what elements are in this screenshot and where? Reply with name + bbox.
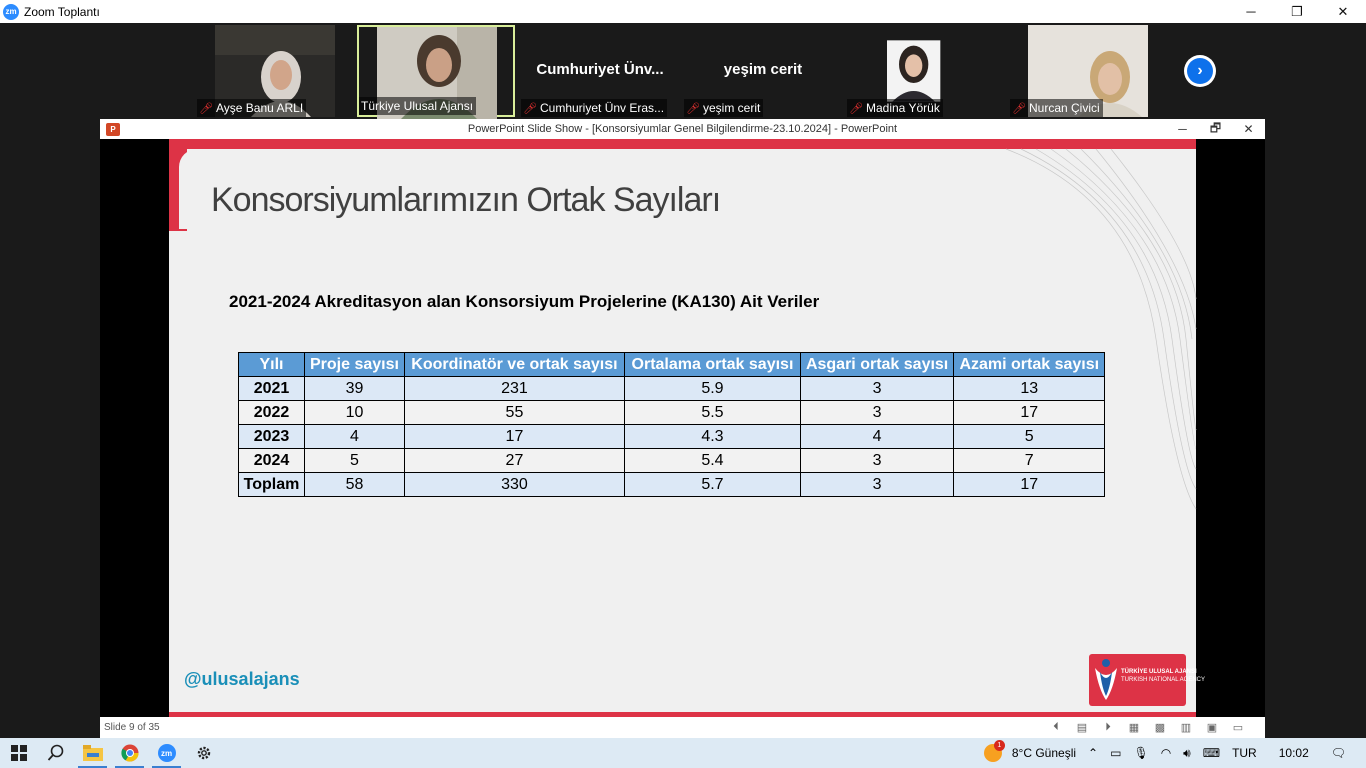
mic-muted-icon: 🎤︎ — [523, 102, 537, 115]
table-cell: 55 — [404, 401, 624, 425]
participant-name: Cumhuriyet Ünv Eras... — [540, 101, 665, 115]
weather-icon[interactable] — [984, 744, 1002, 762]
minimize-button[interactable]: ─ — [1246, 4, 1256, 19]
table-cell: 17 — [954, 473, 1105, 497]
table-cell: 3 — [800, 449, 953, 473]
participant-tile[interactable] — [1010, 25, 1168, 117]
table-row — [239, 401, 1105, 425]
table-cell: 330 — [404, 473, 624, 497]
participant-tile[interactable] — [197, 25, 355, 117]
participant-name: Ayşe Banu ARLI — [216, 101, 304, 115]
table-cell: 3 — [800, 401, 953, 425]
column-header: Yılı — [239, 353, 305, 377]
table-row — [239, 449, 1105, 473]
column-header: Asgari ortak sayısı — [800, 353, 953, 377]
chevron-up-icon[interactable]: ⌃ — [1088, 746, 1099, 760]
participant-tile[interactable] — [847, 25, 1005, 117]
chrome-icon[interactable] — [111, 738, 148, 768]
clock[interactable]: 10:02 — [1278, 746, 1309, 760]
battery-icon[interactable]: ▭ — [1110, 746, 1122, 760]
keyboard-icon[interactable]: ⌨ — [1202, 746, 1221, 760]
powerpoint-titlebar — [100, 119, 1265, 139]
agency-logo — [1089, 654, 1206, 706]
slideshow-view-icon[interactable]: ▣ — [1206, 722, 1218, 734]
powerpoint-statusbar — [100, 717, 1265, 738]
slide[interactable] — [169, 139, 1206, 717]
presenter-view-icon[interactable]: ▭ — [1232, 722, 1244, 734]
table-cell: 2023 — [239, 425, 305, 449]
participant-name: yeşim cerit — [703, 101, 761, 115]
file-explorer-icon[interactable] — [74, 738, 111, 768]
table-cell: 39 — [305, 377, 405, 401]
table-cell: 3 — [800, 377, 953, 401]
search-icon[interactable] — [37, 738, 74, 768]
ppt-minimize-button[interactable]: ─ — [1178, 122, 1187, 136]
powerpoint-window-title: PowerPoint Slide Show - [Konsorsiyumlar Genel Bilgilendirme-23.10.2024] - PowerPoint — [467, 123, 898, 135]
table-cell: 13 — [954, 377, 1105, 401]
table-cell: 10 — [305, 401, 405, 425]
table-cell: 5.9 — [624, 377, 800, 401]
mic-muted-icon: 🎤︎ — [1012, 102, 1026, 115]
settings-gear-icon[interactable] — [185, 738, 222, 768]
normal-view-icon[interactable]: ▦ — [1128, 722, 1140, 734]
volume-icon[interactable]: 🔊︎ — [1183, 745, 1191, 760]
table-cell: Toplam — [239, 473, 305, 497]
zoom-taskbar-label: zm — [158, 744, 176, 762]
notification-icon[interactable]: 🗨︎ — [1330, 746, 1346, 760]
table-cell: 4 — [305, 425, 405, 449]
table-cell: 231 — [404, 377, 624, 401]
powerpoint-window — [100, 119, 1265, 738]
participant-tile[interactable] — [521, 25, 679, 117]
next-slide-icon[interactable]: ⏵ — [1105, 721, 1111, 733]
wifi-icon[interactable]: ◠ — [1160, 746, 1172, 760]
windows-start-icon[interactable] — [0, 738, 37, 768]
slide-title: Konsorsiyumlarımızın Ortak Sayıları — [211, 181, 721, 219]
window-title: Zoom Toplantı — [24, 4, 100, 19]
participant-tile-active-speaker[interactable] — [357, 25, 515, 117]
table-cell: 2024 — [239, 449, 305, 473]
social-handle: @ulusalajans — [184, 669, 300, 689]
logo-line-2: TURKISH NATIONAL AGENCY — [1121, 677, 1206, 683]
table-cell: 7 — [954, 449, 1105, 473]
table-cell: 58 — [305, 473, 405, 497]
weather-badge: 1 — [994, 740, 1005, 751]
notes-icon[interactable]: ▤ — [1076, 722, 1088, 734]
slide-sorter-icon[interactable]: ▩ — [1154, 722, 1166, 734]
mic-muted-icon: 🎤︎ — [199, 102, 213, 115]
table-cell: 5.7 — [624, 473, 800, 497]
zoom-titlebar — [0, 0, 1366, 23]
table-cell: 5 — [305, 449, 405, 473]
data-table — [238, 352, 1105, 497]
mic-muted-icon: 🎤︎ — [686, 102, 700, 115]
slide-counter: Slide 9 of 35 — [104, 722, 160, 733]
taskbar — [0, 738, 1366, 768]
zoom-taskbar-icon[interactable] — [148, 738, 185, 768]
powerpoint-icon: P — [106, 123, 120, 136]
column-header: Proje sayısı — [305, 353, 405, 377]
slide-subtitle: 2021-2024 Akreditasyon alan Konsorsiyum Projelerine (KA130) Ait Veriler — [229, 292, 820, 311]
table-row — [239, 425, 1105, 449]
participant-name: Madina Yörük — [866, 101, 940, 115]
participant-display-title: yeşim cerit — [723, 61, 803, 78]
reading-view-icon[interactable]: ▥ — [1180, 722, 1192, 734]
participant-tile[interactable] — [684, 25, 842, 117]
table-cell: 27 — [404, 449, 624, 473]
language-indicator[interactable]: TUR — [1232, 746, 1257, 760]
table-cell: 17 — [404, 425, 624, 449]
ppt-close-button[interactable]: ✕ — [1243, 122, 1254, 136]
table-header-row — [239, 353, 1105, 377]
participant-name: Türkiye Ulusal Ajansı — [361, 99, 474, 113]
ppt-restore-button[interactable]: 🗗 — [1209, 120, 1222, 135]
previous-slide-icon[interactable]: ⏴ — [1053, 721, 1059, 733]
mic-muted-icon: 🎤︎ — [849, 102, 863, 115]
participant-display-title: Cumhuriyet Ünv... — [536, 61, 664, 78]
table-cell: 5.4 — [624, 449, 800, 473]
table-cell: 3 — [800, 473, 953, 497]
participant-name: Nurcan Çivici — [1029, 101, 1100, 115]
system-tray — [984, 738, 1366, 768]
table-cell: 4.3 — [624, 425, 800, 449]
table-cell: 2022 — [239, 401, 305, 425]
restore-button[interactable]: ❐ — [1291, 3, 1303, 19]
table-row-total — [239, 473, 1105, 497]
microphone-icon[interactable]: 🎙︎ — [1133, 746, 1149, 760]
agency-figure-icon — [1093, 658, 1119, 702]
chevron-right-icon: › — [1187, 58, 1213, 84]
close-button[interactable]: ✕ — [1337, 3, 1349, 19]
table-row — [239, 377, 1105, 401]
weather-text[interactable]: 8°C Güneşli — [1011, 746, 1077, 760]
column-header: Ortalama ortak sayısı — [624, 353, 800, 377]
zoom-logo-icon: zm — [3, 4, 19, 20]
participant-strip — [0, 23, 1366, 119]
table-cell: 2021 — [239, 377, 305, 401]
logo-line-1: TÜRKİYE ULUSAL AJANSI — [1121, 669, 1197, 675]
table-cell: 5.5 — [624, 401, 800, 425]
column-header: Koordinatör ve ortak sayısı — [404, 353, 624, 377]
table-cell: 17 — [954, 401, 1105, 425]
table-cell: 5 — [954, 425, 1105, 449]
next-participants-button[interactable] — [1184, 55, 1216, 87]
column-header: Azami ortak sayısı — [954, 353, 1105, 377]
table-cell: 4 — [800, 425, 953, 449]
